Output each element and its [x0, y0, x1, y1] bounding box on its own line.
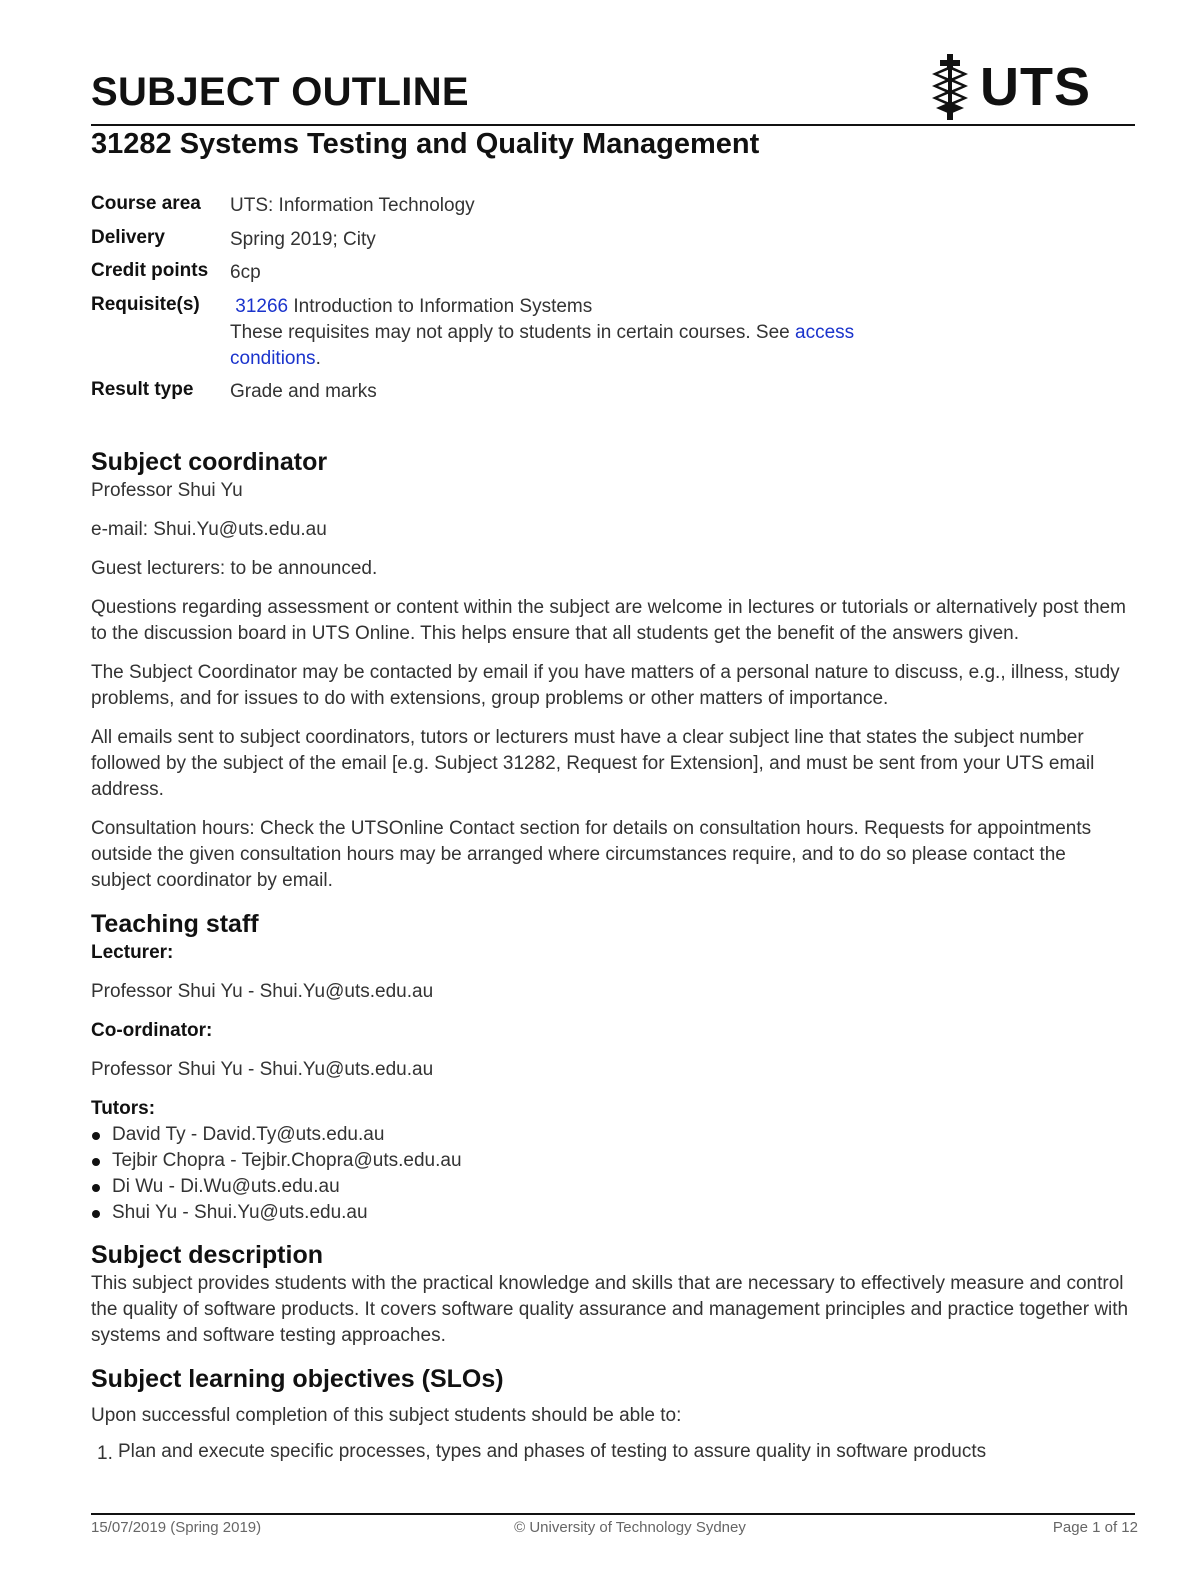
section-heading-teaching-staff: Teaching staff: [91, 910, 259, 938]
list-item: Tejbir Chopra - Tejbir.Chopra@uts.edu.au: [91, 1148, 1131, 1174]
meta-label: Delivery: [91, 227, 165, 248]
section-heading-slos: Subject learning objectives (SLOs): [91, 1365, 504, 1393]
lecturer-label: Lecturer:: [91, 942, 174, 963]
coordinator-entry: Professor Shui Yu - Shui.Yu@uts.edu.au: [91, 1059, 434, 1080]
requisite-line: [230, 294, 1131, 320]
meta-row-course-area: [91, 193, 1131, 227]
requisite-note-text: These requisites may not apply to students in certain courses. See: [230, 322, 796, 343]
meta-row-result-type: [91, 379, 1131, 409]
meta-row-credit-points: [91, 260, 1131, 294]
list-item: Di Wu - Di.Wu@uts.edu.au: [91, 1174, 1131, 1200]
meta-label: Requisite(s): [91, 294, 200, 315]
subject-title: 31282 Systems Testing and Quality Management: [91, 128, 760, 160]
coordinator-paragraph: Questions regarding assessment or content within the subject are welcome in lectures or tutorials or alternatively post them to the discussion board in UTS Online. This helps ensure that all students get the benefit of the answers given.: [91, 597, 1126, 644]
footer-copyright: © University of Technology Sydney: [514, 1519, 746, 1536]
coordinator-email: e-mail: Shui.Yu@uts.edu.au: [91, 519, 327, 540]
document-header-title: SUBJECT OUTLINE: [91, 70, 469, 114]
footer-date: 15/07/2019 (Spring 2019): [91, 1519, 262, 1536]
coordinator-name: Professor Shui Yu: [91, 480, 243, 501]
coordinator-paragraph: The Subject Coordinator may be contacted by email if you have matters of a personal nature to discuss, e.g., illness, study problems, and for issues to do with extensions, group problems or other matters of importance.: [91, 662, 1120, 709]
list-item-number: 1.: [97, 1443, 113, 1464]
lecturer-entry: Professor Shui Yu - Shui.Yu@uts.edu.au: [91, 981, 434, 1002]
main-content: [91, 446, 1131, 1465]
subject-meta: [91, 193, 1131, 409]
footer-page-number: Page 1 of 12: [1052, 1519, 1138, 1536]
access-conditions-link[interactable]: access conditions: [230, 322, 855, 369]
list-item-text: Plan and execute specific processes, types and phases of testing to assure quality in software products: [118, 1441, 987, 1462]
logo-wordmark: UTS: [980, 57, 1091, 117]
section-heading-subject-description: Subject description: [91, 1241, 323, 1269]
subject-description-text: This subject provides students with the practical knowledge and skills that are necessary to effectively measure and control the quality of software products. It covers software quality assurance and management principles and practice together with systems and software testing approaches.: [91, 1273, 1129, 1346]
tutors-label: Tutors:: [91, 1098, 156, 1119]
meta-value: Grade and marks: [230, 381, 377, 402]
uts-logo: [928, 52, 1098, 122]
requisite-subject-name: Introduction to Information Systems: [288, 296, 593, 317]
requisite-note-end: .: [315, 348, 321, 369]
guest-lecturers: Guest lecturers: to be announced.: [91, 558, 378, 579]
meta-row-requisites: [91, 294, 1131, 379]
uts-crest-icon: [928, 52, 972, 122]
list-item: Shui Yu - Shui.Yu@uts.edu.au: [91, 1200, 1131, 1226]
tutors-list: [91, 1122, 1131, 1226]
requisite-subject-link[interactable]: 31266: [235, 296, 289, 317]
coordinator-label: Co-ordinator:: [91, 1020, 213, 1041]
list-item: David Ty - David.Ty@uts.edu.au: [91, 1122, 1131, 1148]
meta-value: 6cp: [230, 262, 261, 283]
requisite-note: [230, 320, 910, 372]
meta-value: [230, 294, 1131, 372]
header-divider: [91, 124, 1135, 126]
meta-row-delivery: [91, 227, 1131, 260]
coordinator-paragraph: All emails sent to subject coordinators, tutors or lecturers must have a clear subject line that states the subject number followed by the subject of the email [e.g. Subject 31282, Request for Extension], and must be sent from your UTS email address.: [91, 727, 1095, 800]
section-heading-subject-coordinator: Subject coordinator: [91, 448, 328, 476]
meta-label: Result type: [91, 379, 194, 400]
meta-label: Course area: [91, 193, 201, 214]
list-item: [91, 1439, 1131, 1465]
meta-value: UTS: Information Technology: [230, 195, 475, 216]
footer-divider: [91, 1513, 1135, 1515]
meta-label: Credit points: [91, 260, 209, 281]
coordinator-paragraph: Consultation hours: Check the UTSOnline Contact section for details on consultation hours. Requests for appointments outside the given consultation hours may be arranged where circumstances require, and to do so please contact the subject coordinator by email.: [91, 818, 1092, 891]
slos-intro: Upon successful completion of this subject students should be able to:: [91, 1405, 682, 1426]
meta-value: Spring 2019; City: [230, 229, 376, 250]
slos-list: [91, 1439, 1131, 1465]
